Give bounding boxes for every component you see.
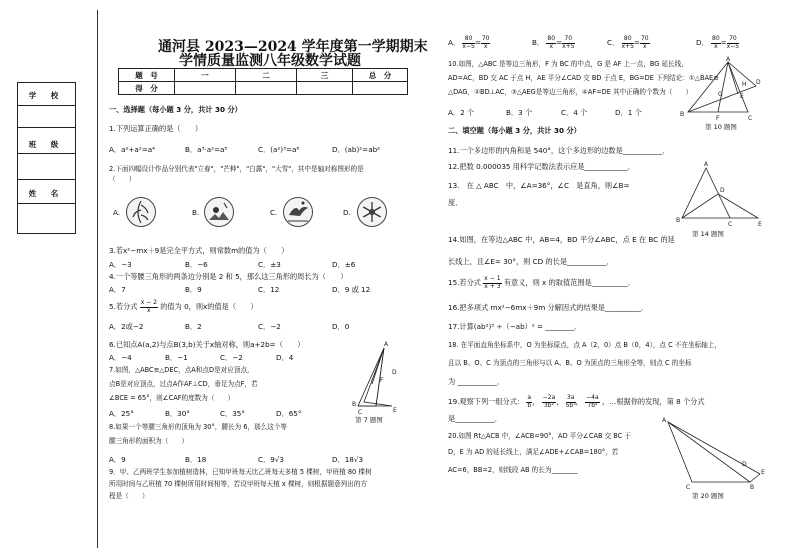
question-20-line3: AC=6，BB=2，则线段 AB 的长为________: [448, 466, 578, 474]
label-c: C: [686, 484, 691, 490]
label-d: D: [392, 369, 397, 376]
label-d: D: [756, 79, 761, 86]
q7-option-c[interactable]: C．35°: [220, 409, 245, 418]
q19-suffix: ，…根据你的发现，第 8 个分式: [601, 397, 705, 406]
q1-option-a[interactable]: A．a²+a²=a⁴: [109, 145, 156, 154]
question-16: 16.把多项式 mx²−6mx＋9m 分解因式的结果是__________．: [448, 303, 649, 312]
question-18-line3: 为 ___________．: [448, 377, 505, 386]
q3-option-c[interactable]: C．±3: [258, 260, 281, 269]
triangle-abc: [688, 62, 748, 112]
q2-option-d[interactable]: D.: [343, 208, 351, 217]
figure-10-caption: 第 10 题图: [705, 123, 737, 131]
q5-fraction: [140, 300, 158, 314]
q1-option-b[interactable]: B．a³·a²=a⁵: [185, 145, 228, 154]
figure-20-diagram: [660, 416, 770, 490]
q3-option-b[interactable]: B．−6: [185, 260, 208, 269]
table-cell: 三: [297, 69, 353, 82]
label-c: C: [728, 221, 733, 228]
label-e: E: [758, 221, 762, 228]
figure-20-caption: 第 20 题图: [692, 492, 724, 500]
exam-title-line2: 学情质量监测八年级数学试题: [179, 53, 361, 69]
name-label: 姓 名: [28, 189, 65, 198]
table-cell: 题 号: [119, 69, 175, 82]
q15-numerator: x − 1: [484, 275, 501, 282]
question-14-line2: 长线上，且∠E= 30°，则 CD 的长是___________．: [448, 257, 614, 266]
label-e: E: [393, 407, 397, 414]
q19-fraction-2: $\frac{-2a}{\text{3b²}}$: [542, 394, 556, 409]
section2-heading: 二、填空题（每小题 3 分，共计 30 分）: [448, 126, 581, 135]
question-13-line2: 度．: [448, 198, 463, 207]
figure-10-diagram: [678, 56, 762, 122]
divider: [18, 127, 75, 128]
divider: [18, 153, 75, 154]
label-f: F: [380, 377, 384, 384]
q4-option-b[interactable]: B．9: [185, 285, 202, 294]
question-20-line2: D，E 为 AD 的延长线上，满足∠ADE+∠CAB=180°，若: [448, 448, 619, 456]
divider: [18, 105, 75, 106]
question-8-line2: 腰三角形的面积为（ ）: [109, 437, 189, 445]
q10-option-d[interactable]: D．1 个: [615, 108, 642, 117]
label-b: B: [676, 217, 681, 224]
question-5: [109, 300, 258, 314]
q6-option-a[interactable]: A．−4: [109, 353, 132, 362]
mangzhong-emblem-icon: [204, 197, 234, 227]
q5-prefix: 5.若分式: [109, 302, 138, 311]
label-a: A: [726, 56, 731, 63]
q15-prefix: 15.若分式: [448, 278, 481, 287]
q15-suffix: 有意义，则 x 的取值范围是__________．: [503, 278, 635, 287]
q1-option-c[interactable]: C．(a²)³=a⁸: [258, 145, 300, 154]
question-13-line1: 13. 在 △ ABC 中，∠A=36°，∠C 是直角，则∠B=: [448, 181, 630, 190]
q19-fraction-4: $\frac{-4a}{\text{7b⁴}}$: [586, 394, 599, 409]
q9-option-d[interactable]: D． $\frac{80}{x}$ = $\frac{70}{x-5}$: [696, 35, 740, 50]
question-10-line3: △DAG，②BD⊥AC，③△AEG是等边三角形，④AF=DE 其中正确的个数为（ ）: [448, 88, 693, 96]
question-9-line3: 程是（ ）: [109, 492, 149, 500]
triangle-acb: [668, 422, 750, 482]
q4-option-a[interactable]: A．7: [109, 285, 126, 294]
q9-option-b[interactable]: B． $\frac{80}{x}$ = $\frac{70}{x+5}$: [532, 35, 575, 50]
label-e: E: [740, 93, 744, 100]
question-2-line2: （ ）: [109, 175, 136, 183]
question-9-line2: 所用时间与乙班植 70 棵树所用时间相等，若设甲班每天植 x 棵树，则根据题意列出的方: [109, 480, 368, 488]
label-b: B: [680, 111, 685, 118]
q9-option-c[interactable]: C． $\frac{80}{x+5}$ = $\frac{70}{x}$: [607, 35, 649, 50]
q7-option-d[interactable]: D．65°: [276, 409, 302, 418]
question-19-line2: 是___________．: [448, 414, 502, 423]
lichun-emblem-icon: [126, 197, 156, 227]
school-label: 学 校: [28, 91, 65, 100]
figure-14-diagram: [676, 160, 766, 230]
daxue-snowflake-icon: [357, 197, 387, 227]
q2-option-c[interactable]: C.: [270, 208, 278, 217]
q5-option-d[interactable]: D．0: [332, 322, 350, 331]
binding-line: [97, 10, 98, 548]
q6-option-b[interactable]: B．−1: [165, 353, 188, 362]
q8-option-c[interactable]: C．9√3: [258, 455, 284, 464]
q15-denominator: x + 3: [484, 282, 501, 290]
q4-option-c[interactable]: C．12: [258, 285, 280, 294]
question-10-line1: 10.如图，△ABC 是等边三角形，F 为 BC 的中点，G 是 AF 上一点，BG 延长线，: [448, 60, 688, 68]
label-g: G: [718, 91, 723, 98]
q10-option-a[interactable]: A．2 个: [448, 108, 475, 117]
question-14-line1: 14.如图，在等边△ABC 中，AB=4，BD 平分∠ABC，点 E 在 BC 的延: [448, 235, 675, 244]
class-label: 班 级: [28, 140, 65, 149]
score-table: [118, 68, 408, 95]
q10-option-b[interactable]: B．3 个: [506, 108, 533, 117]
question-15: [448, 276, 635, 290]
q19-prefix: 19.观察下列一组分式：: [448, 397, 525, 406]
question-9-line1: 9．甲、乙两班学生参加植树造林，已知甲班每天比乙班每天多植 5 棵树，甲班植 80 棵树: [109, 468, 372, 476]
q4-option-d[interactable]: D．9 或 12: [332, 285, 371, 294]
section1-heading: 一、选择题（每小题 3 分，共计 30 分）: [109, 105, 242, 114]
q2-option-a[interactable]: A.: [113, 208, 121, 217]
question-8-line1: 8.如果一个等腰三角形的顶角为 30°，腰长为 6，那么这个等: [109, 423, 288, 431]
q8-option-d[interactable]: D．18√3: [332, 455, 364, 464]
label-c: C: [358, 409, 363, 416]
q5-option-c[interactable]: C．−2: [258, 322, 281, 331]
question-18-line1: 18. 在平面直角坐标系中，O 为坐标原点，点 A（2，0）点 B（0，4），点 C 不在坐标轴上，: [448, 341, 721, 349]
score-input-cell[interactable]: [353, 82, 408, 95]
figure-7-caption: 第 7 题图: [355, 416, 383, 424]
label-a: A: [384, 341, 389, 348]
label-h: H: [742, 81, 747, 88]
figure-14-caption: 第 14 题图: [692, 230, 724, 238]
divider: [18, 179, 75, 180]
segment-be: [750, 474, 760, 482]
base-line: [358, 348, 392, 406]
table-row: [119, 69, 408, 82]
q6-option-d[interactable]: D．4: [276, 353, 294, 362]
question-1: 1.下列运算正确的是（ ）: [109, 124, 203, 133]
q8-option-b[interactable]: B．18: [185, 455, 207, 464]
q1-option-d[interactable]: D．(ab)²=ab²: [332, 145, 381, 154]
q5-denominator: x: [147, 306, 151, 314]
question-3: 3.若x²−mx＋9是完全平方式，则常数m的值为（ ）: [109, 246, 289, 255]
divider: [18, 203, 75, 204]
question-7-line1: 7.如图，△ABC≌△DEC，点A和点D是对应顶点，: [109, 366, 254, 374]
question-6: 6.已知点A(a,2)与点B(3,b)关于x轴对称，则a+2b=（ ）: [109, 340, 305, 349]
student-info-box: [17, 82, 76, 234]
median-af: [718, 62, 728, 112]
table-cell: 得 分: [119, 82, 175, 95]
score-input-cell[interactable]: [175, 82, 236, 95]
question-7-line2: 点B是对应顶点，过点A作AF⊥CD，垂足为点F，若: [109, 380, 258, 388]
question-20-line1: 20.如图 Rt△ACB 中，∠ACB=90°，AD 平分∠CAB 交 BC 于: [448, 432, 631, 440]
table-cell: 总 分: [353, 69, 408, 82]
question-7-line3: ∠BCE = 65°，则∠CAF的度数为（ ）: [109, 394, 235, 402]
bailu-emblem-icon: [283, 197, 313, 227]
score-input-cell[interactable]: [297, 82, 353, 95]
label-a: A: [704, 161, 709, 168]
q5-option-a[interactable]: A．2或−2: [109, 322, 144, 331]
question-10-line2: AD=AC，BD 交 AC 于点 H，AE 平分∠CAD 交 BD 于点 E，BG=DE 下列结论：①△BAE≌: [448, 74, 719, 82]
q15-fraction: [483, 276, 501, 290]
figure-7-diagram: [336, 340, 400, 416]
q5-option-b[interactable]: B．2: [185, 322, 202, 331]
label-a: A: [662, 417, 667, 424]
label-b: B: [750, 484, 755, 490]
label-d: D: [742, 461, 747, 468]
q6-option-c[interactable]: C．−2: [220, 353, 243, 362]
question-12: 12.把数 0.000035 用科学记数法表示应是____________．: [448, 162, 635, 171]
q5-numerator: x − 2: [140, 299, 157, 306]
q10-option-c[interactable]: C．4 个: [561, 108, 588, 117]
q7-option-b[interactable]: B．30°: [165, 409, 190, 418]
exam-title-line1: 通河县 2023—2024 学年度第一学期期末: [158, 39, 428, 55]
table-row: [119, 82, 408, 95]
label-c: C: [748, 115, 753, 122]
score-input-cell[interactable]: [236, 82, 297, 95]
question-11: 11.一个多边形的内角和是 540°，这个多边形的边数是___________．: [448, 146, 670, 155]
q7-option-a[interactable]: A．25°: [109, 409, 134, 418]
q3-option-d[interactable]: D．±6: [332, 260, 356, 269]
q9-option-a[interactable]: A． $\frac{80}{x-5}$ = $\frac{70}{x}$: [448, 35, 490, 50]
q8-option-a[interactable]: A．9: [109, 455, 126, 464]
label-b: B: [352, 401, 357, 408]
q2-option-b[interactable]: B.: [192, 208, 200, 217]
q3-option-a[interactable]: A．−3: [109, 260, 132, 269]
question-17: 17.计算(ab²)³ ÷（−ab）² = ________．: [448, 322, 582, 331]
q19-fraction-1: $\frac{a}{b}$: [527, 394, 532, 409]
q19-fraction-3: $\frac{3a}{\text{5b³}}$: [565, 394, 576, 409]
q5-suffix: 的值为 0，则x的值是（ ）: [160, 302, 258, 311]
label-f: F: [716, 115, 720, 122]
table-cell: 一: [175, 69, 236, 82]
label-d: D: [720, 187, 725, 194]
question-19: 19.观察下列一组分式： $\frac{a}{b}$ ， $\frac{-2a}{\text{3b²}}$ ， $\frac{3a}{\text{5b³}}$ ， $\frac{-4a}{\text{7b⁴}}$ ，…根据你的发现，第 8 个分式: [448, 394, 705, 409]
triangle-dec: [364, 348, 392, 406]
question-4: 4.一个等腰三角形的两条边分别是 2 和 5，那么这三角形的周长为（ ）: [109, 272, 348, 281]
label-e: E: [761, 469, 765, 476]
question-18-line2: 且以 B、O、C 为顶点的三角形与以 A、B、O 为顶点的三角形全等，则点 C 的坐标: [448, 359, 692, 367]
question-2-line1: 2.下面四幅设计作品分别代表"立春"，"芒种"，"白露"，"大雪"，其中是轴对称图形的是: [109, 165, 364, 173]
table-cell: 二: [236, 69, 297, 82]
